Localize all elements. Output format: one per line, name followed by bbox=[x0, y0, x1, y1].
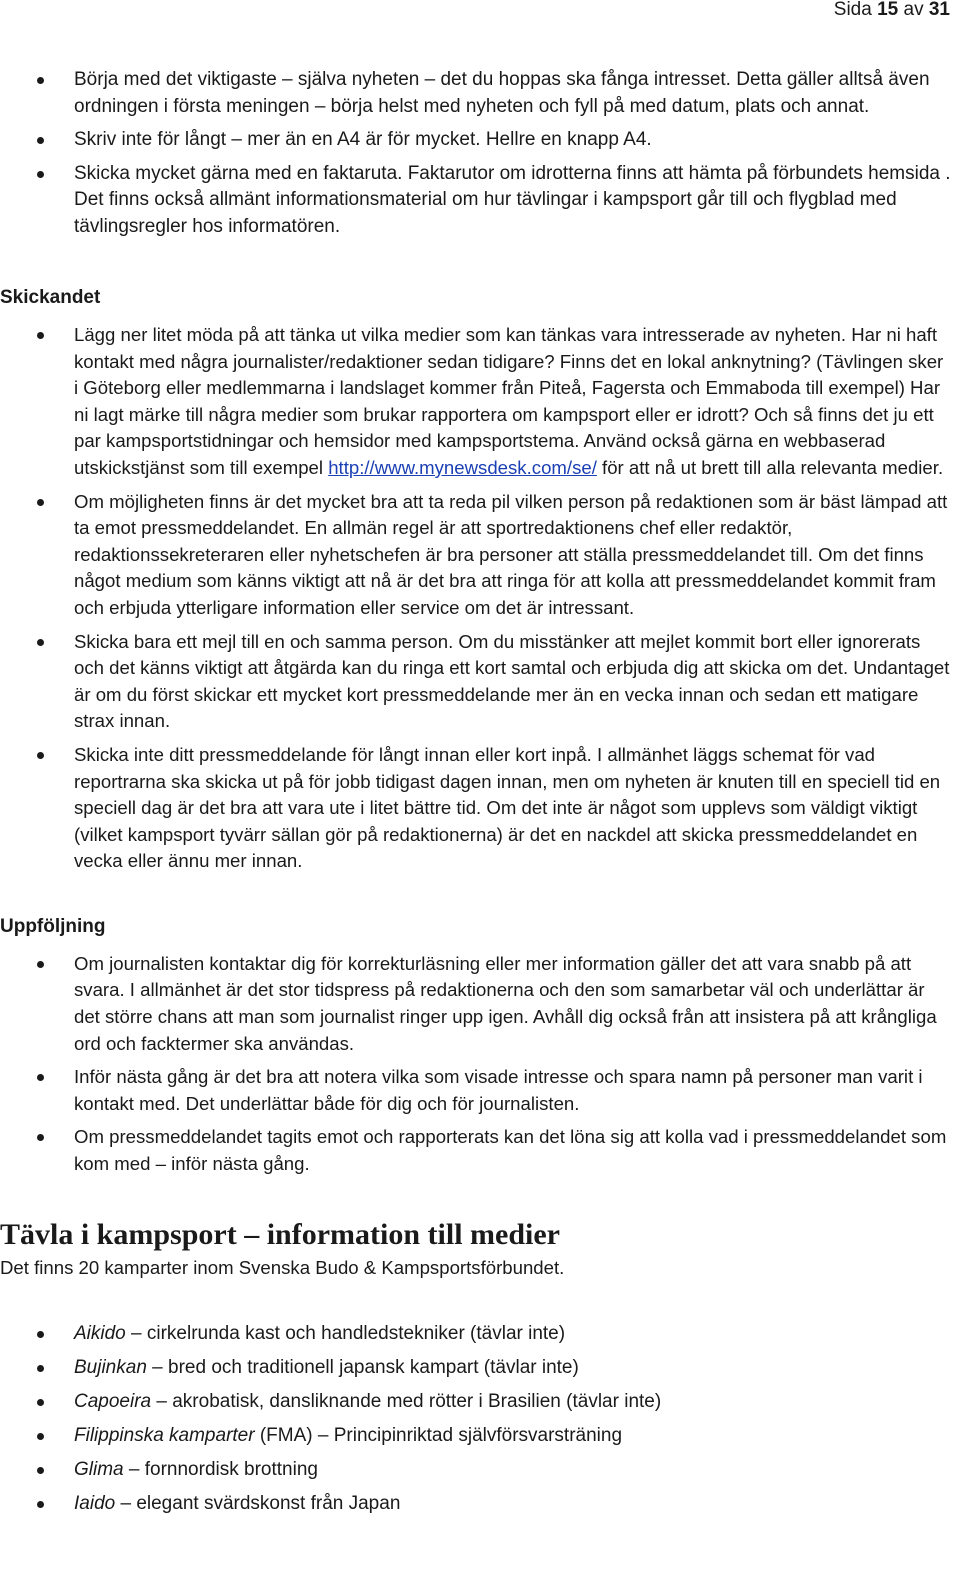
page-prefix: Sida bbox=[833, 0, 872, 20]
sport-desc: (FMA) – Principinriktad självförsvarsträning bbox=[259, 1424, 623, 1446]
sport-desc: – cirkelrunda kast och handledstekniker (tävlar inte) bbox=[131, 1322, 566, 1344]
list-item bbox=[0, 322, 960, 482]
heading-uppfoljning: Uppföljning bbox=[0, 915, 106, 937]
sports-list bbox=[0, 1322, 960, 1516]
heading-skickandet: Skickandet bbox=[0, 287, 101, 308]
lead-paragraph: Det finns 20 kamparter inom Svenska Budo & Kampsportsförbundet. bbox=[0, 1256, 565, 1278]
list-item bbox=[0, 1458, 960, 1482]
sport-name: Iaido bbox=[74, 1492, 116, 1514]
page-number-header bbox=[834, 0, 950, 20]
bullet-text: för att nå ut brett till alla relevanta medier. bbox=[602, 456, 944, 478]
uppfoljning-list bbox=[0, 951, 960, 1178]
list-item: Om möjligheten finns är det mycket bra att ta reda pil vilken person på redaktionen som är bäst lämpad att ta emot pressmeddelandet. En allmän regel är att sportredaktionens chef eller redaktör, redaktionssekreteraren eller nyhetschefen är bra personer att ställa pressmeddelandet till. Om det finns något medium som känns viktigt att nå är det bra att ringa för att kolla att pressmeddelandet kommit fram och erbjuda ytterligare information eller service om det är intressant. bbox=[0, 489, 960, 622]
sport-name: Bujinkan bbox=[74, 1356, 147, 1378]
document-body bbox=[0, 67, 960, 1526]
sport-desc: – bred och traditionell japansk kampart (tävlar inte) bbox=[152, 1356, 579, 1378]
list-item: Skicka mycket gärna med en faktaruta. Faktarutor om idrotterna finns att hämta på förbundets hemsida . Det finns också allmänt informationsmaterial om hur tävlingar i kampsport går till och flygblad med tävlingsregler hos informatören. bbox=[0, 161, 960, 241]
sport-name: Capoeira bbox=[74, 1390, 152, 1412]
sport-name: Glima bbox=[74, 1458, 124, 1480]
sport-desc: – elegant svärdskonst från Japan bbox=[120, 1492, 401, 1514]
list-item bbox=[0, 1424, 960, 1448]
sport-desc: – akrobatisk, dansliknande med rötter i Brasilien (tävlar inte) bbox=[156, 1390, 662, 1412]
section-title: Tävla i kampsport – information till medier bbox=[0, 1217, 560, 1251]
list-item: Om pressmeddelandet tagits emot och rapporterats kan det löna sig att kolla vad i pressmeddelandet som kom med – inför nästa gång. bbox=[0, 1124, 960, 1177]
list-item: Skicka bara ett mejl till en och samma person. Om du misstänker att mejlet kommit bort eller ignorerats och det känns viktigt att åtgärda kan du ringa ett kort samtal och erbjuda dig att skicka om det. Undantaget är om du först skickar ett mycket kort pressmeddelande mer än en vecka innan och sedan ett matigare strax innan. bbox=[0, 629, 960, 735]
skickandet-list bbox=[0, 322, 960, 875]
sport-desc: – fornnordisk brottning bbox=[128, 1458, 318, 1480]
sport-name: Filippinska kamparter bbox=[74, 1424, 255, 1446]
list-item: Skicka inte ditt pressmeddelande för långt innan eller kort inpå. I allmänhet läggs schemat för vad reportrarna ska skicka ut på för jobb tidigast dagen innan, men om nyheten är knuten till en speciell tid en speciell dag är det bra att vara ute i litet bättre tid. Om det inte är något som upplevs som väldigt viktigt (vilket kampsport tyvärr sällan gör på redaktionerna) är det en nackdel att skicka pressmeddelandet en vecka eller ännu mer innan. bbox=[0, 742, 960, 875]
intro-list bbox=[0, 67, 960, 240]
list-item bbox=[0, 1492, 960, 1516]
sport-name: Aikido bbox=[74, 1322, 126, 1344]
mynewsdesk-link[interactable]: http://www.mynewsdesk.com/se/ bbox=[328, 456, 597, 478]
list-item: Börja med det viktigaste – själva nyheten – det du hoppas ska fånga intresset. Detta gäller alltså även ordningen i första meningen – börja helst med nyheten och fyll på med datum, plats och annat. bbox=[0, 67, 960, 120]
page-mid: av bbox=[903, 0, 924, 20]
bullet-text: Lägg ner litet möda på att tänka ut vilka medier som kan tänkas vara intresserade av nyheten. Har ni haft kontakt med några journalister/redaktioner sedan tidigare? Finns det en lokal anknytning? (Tävlingen sker i Göteborg eller medlemmarna i landslaget kommer från Piteå, Fagersta och Emmaboda till exempel) Har ni lagt märke till några medier som brukar rapportera om kampsport eller er idrott? Och så finns det ju ett par kampsportstidningar och hemsidor med kampsportstema. Använd också gärna en webbaserad utskickstjänst som till exempel bbox=[74, 324, 944, 478]
total-pages: 31 bbox=[928, 0, 950, 20]
list-item: Skriv inte för långt – mer än en A4 är för mycket. Hellre en knapp A4. bbox=[0, 127, 960, 154]
current-page: 15 bbox=[877, 0, 899, 20]
list-item: Om journalisten kontaktar dig för korrekturläsning eller mer information gäller det att vara snabb på att svara. I allmänhet är det stor tidspress på redaktionerna och den som samarbetar väl och underlättar är det större chans att man som journalist ringer upp igen. Avhåll dig också från att insistera på att krångliga ord och facktermer ska användas. bbox=[0, 951, 960, 1057]
list-item bbox=[0, 1322, 960, 1346]
list-item: Inför nästa gång är det bra att notera vilka som visade intresse och spara namn på personer man varit i kontakt med. Det underlättar både för dig och för journalisten. bbox=[0, 1064, 960, 1117]
list-item bbox=[0, 1356, 960, 1380]
list-item bbox=[0, 1390, 960, 1414]
